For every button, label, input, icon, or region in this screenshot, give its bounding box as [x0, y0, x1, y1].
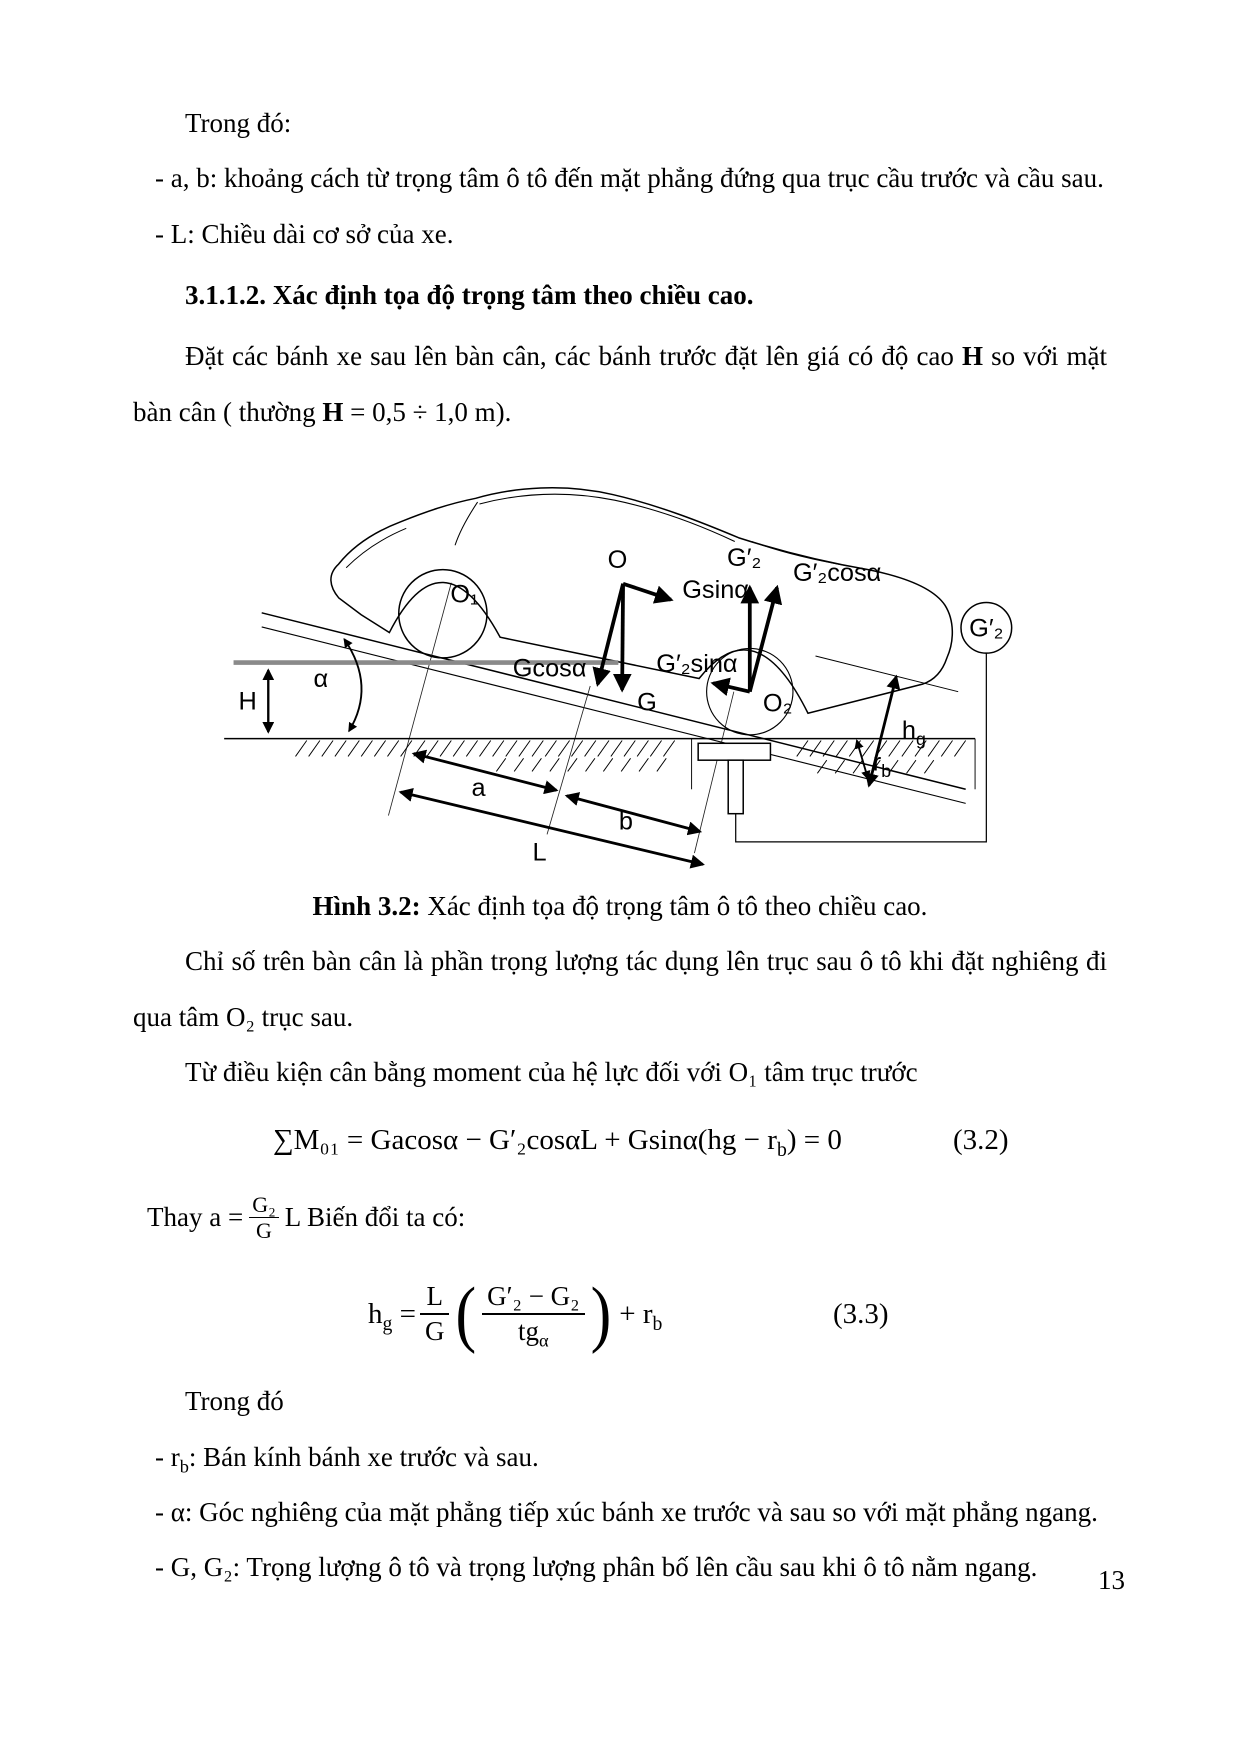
paragraph-a-b: - a, b: khoảng cách từ trọng tâm ô tô đến mặt phẳng đứng qua trục cầu trước và cầu sau.: [155, 163, 1104, 194]
formula-3-3: [133, 1254, 1107, 1374]
scale-dial-label: G′₂: [969, 614, 1004, 643]
formula-3-2-body: $\sum M_{01} = Gacos\alpha - G'_2\cos\alpha L + Gsin\alpha(hg - r_b) = 0$: [273, 1124, 842, 1162]
label-alpha: α: [313, 665, 329, 694]
vector-g: [622, 584, 623, 690]
section-heading: 3.1.1.2. Xác định tọa độ trọng tâm theo chiều cao.: [185, 280, 754, 311]
label-a: a: [471, 773, 486, 802]
car-outline: [331, 488, 952, 714]
vector-g2-prime-sin-alpha: [713, 683, 750, 691]
thay-a-suffix: L Biến đổi ta có:: [284, 1201, 466, 1232]
scale-platform: [698, 743, 770, 760]
label-o: O: [607, 545, 628, 574]
figure-3-2-svg: [196, 440, 1022, 872]
angle-alpha-arc: [344, 639, 361, 731]
paragraph-dat-cac: Đặt các bánh xe sau lên bàn cân, các bánh trước đặt lên giá có độ cao H so với mặt bàn cân ( thường H = 0,5 ÷ 1,0 m).: [133, 341, 1107, 427]
fraction-g2diff-over-tg: $\frac{\text{G′₂ − G₂}}{tg_\alpha}$: [482, 1280, 584, 1350]
paragraph-l: - L: Chiều dài cơ sở của xe.: [155, 218, 454, 249]
inline-fraction-g2-over-g: $\frac{\text{G₂}}{G}$: [249, 1192, 279, 1244]
label-hg: $h_g$: [901, 716, 926, 750]
label-g2-prime-cos-alpha: G′₂cosα: [792, 558, 882, 587]
vector-g2-prime-cos-alpha: [750, 588, 777, 692]
paragraph-g-g2: - G, G₂: Trọng lượng ô tô và trọng lượng phân bố lên cầu sau khi ô tô nằm ngang.: [155, 1552, 1038, 1583]
dimension-L: [401, 792, 703, 864]
hg-cap-line: [816, 656, 959, 692]
paragraph-trong-do: Trong đó:: [185, 108, 292, 138]
label-h: H: [238, 687, 257, 716]
dimension-rb: [857, 741, 868, 779]
vector-g-sin-alpha: [623, 584, 671, 600]
scale-pedestal: [728, 760, 743, 814]
paragraph-tu-dieu-kien: Từ điều kiện cân bằng moment của hệ lực đối với O₁ tâm trục trước: [185, 1057, 918, 1088]
paragraph-trong-do-2: Trong đó: [185, 1386, 284, 1417]
formula-3-2: [133, 1100, 1107, 1180]
scale-dial-link-line: [736, 653, 987, 842]
fraction-l-over-g: $\frac{L}{G}$: [420, 1280, 450, 1350]
label-g-sin-alpha: Gsinα: [682, 575, 749, 604]
figure-caption: Hình 3.2: Xác định tọa độ trọng tâm ô tô theo chiều cao.: [312, 891, 928, 922]
car-windshield-line: [455, 502, 478, 545]
close-paren: ): [590, 1273, 612, 1356]
car-roof-accent-line: [479, 494, 734, 541]
label-g: G: [637, 688, 657, 717]
figure-3-2: [196, 440, 1107, 879]
thay-a-prefix: Thay a =: [147, 1201, 244, 1232]
incline-plane-bottom-line: [262, 627, 966, 803]
paragraph-chi-so: Chỉ số trên bàn cân là phần trọng lượng tác dụng lên trục sau ô tô khi đặt nghiêng đi qua tâm O₂ trục sau.: [133, 946, 1107, 1032]
vector-g-cos-alpha: [598, 584, 623, 684]
label-o2: O₂: [762, 689, 793, 718]
dimension-b: [567, 796, 700, 832]
ground-hatching-left: [295, 741, 674, 772]
formula-3-3-tag: (3.3): [833, 1297, 889, 1330]
paragraph-rb: - $r_b$: Bán kính bánh xe trước và sau.: [155, 1441, 539, 1477]
formula-3-3-lhs: $h_g$ =: [368, 1297, 416, 1335]
label-b: b: [618, 807, 633, 836]
paragraph-alpha: - α: Góc nghiêng của mặt phẳng tiếp xúc bánh xe trước và sau so với mặt phẳng ngang.: [155, 1497, 1098, 1528]
paragraph-thay-a: [147, 1180, 1107, 1254]
formula-3-3-tail: + $r_b$: [619, 1297, 663, 1335]
label-g-cos-alpha: Gcosα: [512, 654, 587, 683]
label-rb: $r_b$: [872, 748, 892, 782]
page-number: 13: [1098, 1565, 1125, 1595]
cg-guide-line: [547, 686, 590, 834]
label-g2-prime-sin-alpha: G′₂sinα: [656, 650, 738, 679]
label-l: L: [532, 838, 547, 867]
label-o1: O₁: [450, 580, 479, 609]
label-g2-prime: G′₂: [727, 543, 762, 572]
formula-3-2-tag: (3.2): [953, 1124, 1009, 1157]
open-paren: (: [455, 1273, 477, 1356]
